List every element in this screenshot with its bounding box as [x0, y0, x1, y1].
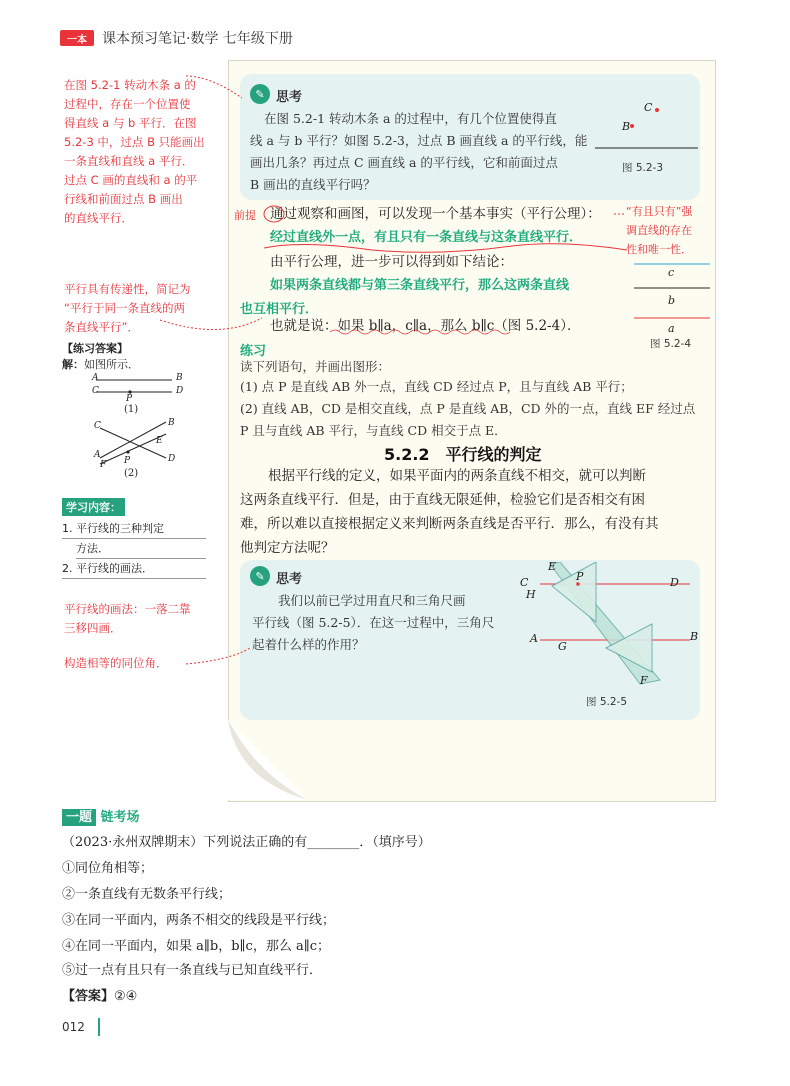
- fig2-label-a: A: [94, 450, 101, 460]
- think-label: 思考: [276, 572, 303, 587]
- fig1-label-a: A: [92, 373, 99, 383]
- practice-item: (1) 点 P 是直线 AB 外一点，直线 CD 经过点 P，且与直线 AB 平行；: [240, 379, 633, 394]
- practice-answer-label: 【练习答案】: [62, 342, 128, 355]
- note-premise: 前提: [234, 209, 256, 222]
- label-b: b: [668, 294, 676, 307]
- exam-heading: 一题 链考场: [62, 806, 140, 825]
- fig2-label-b: B: [168, 418, 175, 428]
- section-text: 他判定方法呢？: [240, 540, 335, 556]
- exam-question: （2023·永州双牌期末）下列说法正确的有________．（填序号）: [62, 835, 431, 850]
- margin-note-1: 在图 5.2-1 转动木条 a 的 过程中，存在一个位置使 得直线 a 与 b 平行．在图 5.2-3 中，过点 B 只能画出 一条直线和直线 a 平行． 过点 C 画的直线和 a 的平 行线和前面过点 B 画出 的直线平行．: [64, 78, 205, 225]
- exam-option: ②一条直线有无数条平行线；: [62, 887, 232, 902]
- exam-option: ①同位角相等；: [62, 861, 154, 876]
- label-d: D: [670, 576, 679, 589]
- section-text: 难，所以难以直接根据定义来判断两条直线是否平行．那么，有没有其: [240, 516, 659, 532]
- main-text: 由平行公理，进一步可以得到如下结论：: [270, 254, 513, 270]
- margin-note-4: 平行线的画法：一落二靠 三移四画．: [64, 602, 191, 635]
- study-item: 1. 平行线的三种判定: [62, 520, 206, 539]
- brand-logo: 一本: [60, 30, 94, 46]
- exam-option: ⑤过一点有且只有一条直线与已知直线平行．: [62, 963, 323, 978]
- section-text: 根据平行线的定义，如果平面内的两条直线不相交，就可以判断: [268, 468, 646, 484]
- solution: 解：如图所示．: [62, 358, 139, 371]
- fig1-label-b: B: [176, 373, 183, 383]
- page-curl: [228, 720, 308, 800]
- study-content-label: 学习内容：: [62, 498, 125, 516]
- page-number: 012: [62, 1020, 85, 1034]
- think-line: 在图 5.2-1 转动木条 a 的过程中，有几个位置使得直: [264, 111, 557, 126]
- margin-note-5: 构造相等的同位角．: [64, 656, 168, 670]
- think-line: 我们以前已学过用直尺和三角尺画: [278, 593, 466, 608]
- main-text: 也就是说：如果 b∥a，c∥a，那么 b∥c（图 5.2-4）．: [270, 318, 581, 334]
- fig1-number: (1): [124, 404, 139, 415]
- fig2-label-p: P: [124, 456, 131, 466]
- header-title: 课本预习笔记·数学 七年级下册: [102, 31, 293, 47]
- lightbulb-icon: ✎: [250, 84, 270, 104]
- practice-item: P 且与直线 AB 平行，与直线 CD 相交于点 E．: [240, 423, 507, 438]
- think-label: 思考: [276, 90, 303, 105]
- fig1-label-d: D: [176, 386, 184, 396]
- figure-caption: 图 5.2-3: [622, 162, 664, 174]
- study-item: 2. 平行线的画法．: [62, 560, 206, 579]
- label-b: B: [690, 630, 699, 643]
- label-a: A: [530, 632, 538, 645]
- fig2-label-d: D: [168, 454, 176, 464]
- corollary-text: 也互相平行．: [240, 302, 319, 317]
- fig2-label-c: C: [94, 421, 101, 431]
- main-text: 通过观察和画图，可以发现一个基本事实（平行公理）：: [270, 206, 601, 222]
- section-text: 这两条直线平行．但是，由于直线无限延伸，检验它们是否相交有困: [240, 492, 645, 508]
- figure-caption: 图 5.2-4: [650, 338, 692, 350]
- corollary-text: 如果两条直线都与第三条直线平行，那么这两条直线: [270, 278, 570, 293]
- footer-divider: [98, 1018, 100, 1036]
- figure-caption: 图 5.2-5: [586, 696, 628, 708]
- label-c: C: [644, 101, 653, 114]
- think-line: 画出几条？再过点 C 画直线 a 的平行线，它和前面过点: [250, 155, 558, 170]
- label-e: E: [548, 560, 557, 573]
- exam-answer: 【答案】②④: [62, 989, 138, 1004]
- practice-intro: 读下列语句，并画出图形：: [240, 359, 391, 374]
- axiom-text: 经过直线外一点，有且只有一条直线与这条直线平行．: [270, 230, 583, 245]
- fig2-number: (2): [124, 468, 139, 479]
- fig2-label-f: F: [100, 460, 107, 470]
- fig2-label-e: E: [156, 436, 163, 446]
- lightbulb-icon: ✎: [250, 566, 270, 586]
- practice-item: (2) 直线 AB，CD 是相交直线，点 P 是直线 AB，CD 外的一点，直线 EF 经过点: [240, 401, 696, 416]
- label-a: a: [668, 322, 675, 335]
- exam-option: ④在同一平面内，如果 a∥b，b∥c，那么 a∥c；: [62, 939, 330, 954]
- label-b: B: [622, 120, 631, 133]
- label-g: G: [558, 640, 567, 653]
- think-line: 起着什么样的作用？: [252, 637, 365, 652]
- label-p: P: [576, 570, 584, 583]
- think-line: B 画出的直线平行吗？: [250, 177, 376, 192]
- label-f: F: [640, 674, 648, 687]
- fig1-label-c: C: [92, 386, 99, 396]
- label-c: C: [520, 576, 529, 589]
- study-item: 方法．: [76, 540, 206, 559]
- margin-note-3: 平行具有传递性，简记为 “平行于同一条直线的两 条直线平行”．: [64, 282, 191, 334]
- practice-label: 练习: [240, 344, 267, 359]
- think-line: 线 a 与 b 平行？如图 5.2-3，过点 B 画直线 a 的平行线，能: [250, 133, 588, 148]
- exam-option: ③在同一平面内，两条不相交的线段是平行线；: [62, 913, 336, 928]
- label-c: c: [668, 266, 675, 279]
- think-line: 平行线（图 5.2-5）．在这一过程中，三角尺: [252, 615, 495, 630]
- margin-note-2: “有且只有”强 调直线的存在 性和唯一性．: [626, 205, 693, 256]
- fig1-label-p: P: [126, 394, 133, 404]
- section-title: 5.2.2 平行线的判定: [384, 445, 542, 464]
- label-h: H: [526, 588, 536, 601]
